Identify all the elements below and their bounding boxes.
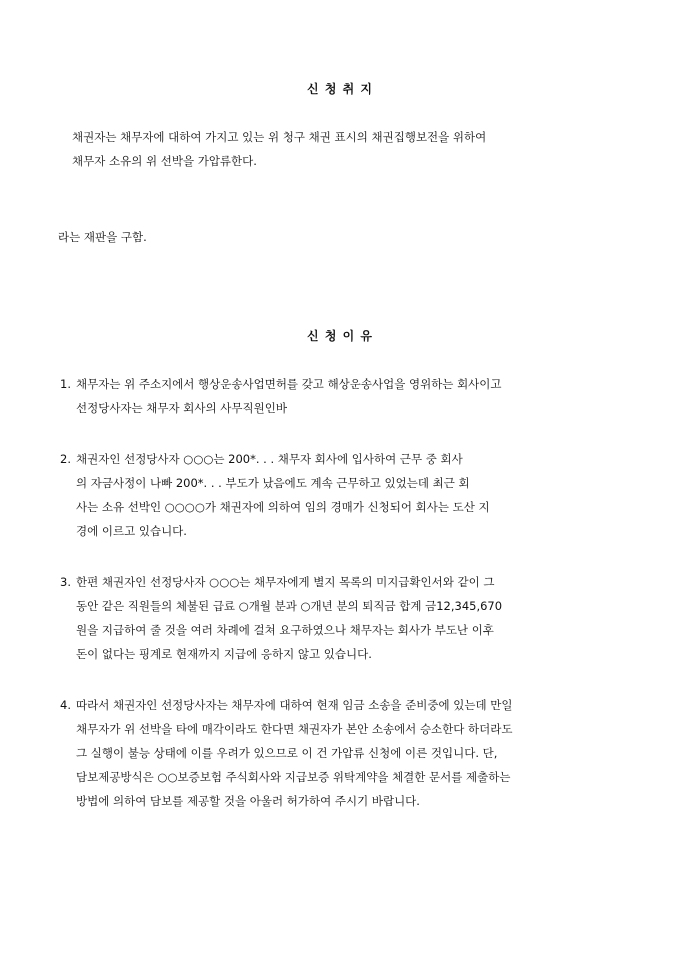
reason-item-line: 의 자금사정이 나빠 200*. . . 부도가 났음에도 계속 근무하고 있었는데 최근 회 bbox=[76, 476, 470, 490]
reason-item-line: 채권자인 선정당사자 ○○○는 200*. . . 채무자 회사에 입사하여 근무 중 회사 bbox=[76, 452, 463, 466]
purpose-line-2: 채무자 소유의 위 선박을 가압류한다. bbox=[72, 154, 257, 168]
reason-item-line: 그 실행이 불능 상태에 이를 우려가 있으므로 이 건 가압류 신청에 이른 것입니다. 단, bbox=[76, 746, 498, 760]
reason-item-4 bbox=[60, 693, 625, 813]
reason-item-line: 선정당사자는 채무자 회사의 사무직원인바 bbox=[76, 401, 287, 415]
reason-item-line: 채무자가 위 선박을 타에 매각이라도 한다면 채권자가 본안 소송에서 승소한다 하더라도 bbox=[76, 722, 513, 736]
reason-item-line: 채무자는 위 주소지에서 행상운송사업면허를 갖고 해상운송사업을 영위하는 회사이고 bbox=[76, 377, 502, 391]
reason-item-line: 원을 지급하여 줄 것을 여러 차례에 걸쳐 요구하였으나 채무자는 회사가 부도난 이후 bbox=[76, 623, 494, 637]
reason-item-line: 돈이 없다는 핑계로 현재까지 지급에 응하지 않고 있습니다. bbox=[76, 647, 372, 661]
reason-item-line: 따라서 채권자인 선정당사자는 채무자에 대하여 현재 임금 소송을 준비중에 있는데 만일 bbox=[76, 698, 513, 712]
reason-item-3 bbox=[60, 570, 625, 666]
reason-item-number: 3. bbox=[60, 575, 71, 589]
purpose-heading: 신 청 취 지 bbox=[307, 82, 373, 96]
reason-item-number: 4. bbox=[60, 698, 71, 712]
purpose-closing: 라는 재판을 구함. bbox=[58, 230, 147, 244]
reason-item-line: 담보제공방식은 ○○보증보험 주식회사와 지급보증 위탁계약을 체결한 문서를 제출하는 bbox=[76, 770, 511, 784]
reasons-heading: 신 청 이 유 bbox=[307, 329, 373, 343]
reason-item-line: 한편 채권자인 선정당사자 ○○○는 채무자에게 별지 목록의 미지급확인서와 같이 그 bbox=[76, 575, 495, 589]
reason-item-line: 방법에 의하여 담보를 제공할 것을 아울러 허가하여 주시기 바랍니다. bbox=[76, 794, 420, 808]
reason-item-line: 경에 이르고 있습니다. bbox=[76, 524, 187, 538]
reason-item-line: 동안 같은 직원들의 체불된 급료 ○개월 분과 ○개년 분의 퇴직금 합계 금12,345,670 bbox=[76, 599, 503, 613]
reason-item-1 bbox=[60, 372, 625, 420]
reason-item-line: 사는 소유 선박인 ○○○○가 채권자에 의하여 임의 경매가 신청되어 회사는 도산 지 bbox=[76, 500, 490, 514]
purpose-line-1: 채권자는 채무자에 대하여 가지고 있는 위 청구 채권 표시의 채권집행보전을 위하여 bbox=[72, 130, 487, 144]
reason-item-2 bbox=[60, 447, 625, 543]
reason-item-number: 2. bbox=[60, 452, 71, 466]
reason-item-number: 1. bbox=[60, 377, 71, 391]
